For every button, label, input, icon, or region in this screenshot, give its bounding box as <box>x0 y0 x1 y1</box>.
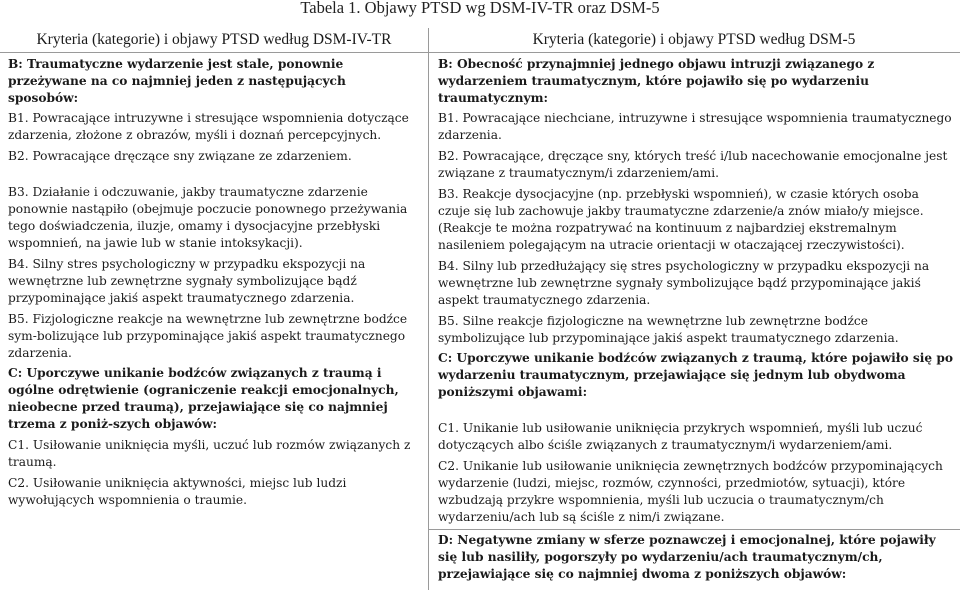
dsm-iv-column <box>8 28 418 509</box>
dsm-iv-b1: B1. Powracające intruzywne i stresujące wspomnienia dotyczące zdarzenia, złożone z obrazów, myśli i doznań percepcyjnych. <box>8 111 409 142</box>
dsm-5-criterion-b: B: Obecność przynajmniej jednego objawu intruzji związanego z wydarzeniem traumatycznym, które pojawiło się po wydarzeniu traumatycznym: <box>438 57 875 105</box>
dsm-5-b5: B5. Silne reakcje fizjologiczne na wewnętrzne lub zewnętrzne bodźce symbolizujące lub przypominające jakiś aspekt traumatycznego zdarzenia. <box>438 314 899 345</box>
dsm-iv-b5: B5. Fizjologiczne reakcje na wewnętrzne lub zewnętrzne bodźce sym-bolizujące lub przypominające jakiś aspekt traumatycznego zdarzenia. <box>8 312 408 360</box>
dsm-iv-c1: C1. Usiłowanie uniknięcia myśli, uczuć lub rozmów związanych z traumą. <box>8 438 411 469</box>
dsm-5-b2: B2. Powracające, dręczące sny, których treść i/lub nacechowanie emocjonalne jest związane z traumatycznym/i zdarzeniem/ami. <box>438 149 948 180</box>
dsm-5-criterion-c: C: Uporczywe unikanie bodźców związanych z traumą, które pojawiło się po wydarzeniu traumatycznym, przejawiające się jednym lub obydwoma poniższymi objawami: <box>438 351 953 399</box>
dsm-iv-header: Kryteria (kategorie) i objawy PTSD według DSM-IV-TR <box>0 28 428 53</box>
table-caption: Tabela 1. Objawy PTSD wg DSM-IV-TR oraz DSM-5 <box>300 0 660 17</box>
dsm-5-c2: C2. Unikanie lub usiłowanie uniknięcia zewnętrznych bodźców przypominających wydarzenie (ludzi, miejsc, rozmów, czynności, przedmiotów, sytuacji), które wzbudzają przykre wspomnienia, myśli lub uczucia o traumatycznym/ch wydarzeniu/ach lub są ściśle z nim/i związane. <box>438 459 943 524</box>
dsm-iv-b2: B2. Powracające dręczące sny związane ze zdarzeniem. <box>8 149 352 163</box>
dsm-5-b4: B4. Silny lub przedłużający się stres psychologiczny w przypadku ekspozycji na wewnętrzne lub zewnętrzne sygnały symbolizujące bądź przypominające jakiś aspekt traumatycznego zdarzenia. <box>438 259 930 307</box>
dsm-5-header: Kryteria (kategorie) i objawy PTSD według DSM-5 <box>428 28 960 53</box>
dsm-5-criterion-d: D: Negatywne zmiany w sferze poznawczej i emocjonalnej, które pojawiły się lub nasiliły, pogorszyły po wydarzeniu/ach traumatycznym/ch, przejawiające się co najmniej dwoma z poniższych objawów: <box>438 533 936 581</box>
dsm-iv-b4: B4. Silny stres psychologiczny w przypadku ekspozycji na wewnętrzne lub zewnętrzne sygnały symbolizujące bądź przypominające jakiś aspekt traumatycznego zdarzenia. <box>8 257 366 305</box>
dsm-5-c1: C1. Unikanie lub usiłowanie uniknięcia przykrych wspomnień, myśli lub uczuć dotyczących albo ściśle związanych z traumatycznym/i wydarzeniem/ami. <box>438 421 923 452</box>
row-separator <box>428 529 960 530</box>
dsm-iv-b3: B3. Działanie i odczuwanie, jakby traumatyczne zdarzenie ponownie nastąpiło (obejmuje poczucie ponownego przeżywania tego doświadczenia, iluzje, omamy i dysocjacyjne przebłyski wspomnień, na jawie lub w stanie intoksykacji). <box>8 185 408 250</box>
dsm-5-b1: B1. Powracające niechciane, intruzywne i stresujące wspomnienia traumatycznego zdarzenia. <box>438 111 952 142</box>
column-divider <box>428 28 429 590</box>
dsm-iv-c2: C2. Usiłowanie uniknięcia aktywności, miejsc lub ludzi wywołujących wspomnienia o traumie. <box>8 476 347 507</box>
dsm-iv-criterion-c: C: Uporczywe unikanie bodźców związanych z traumą i ogólne odrętwienie (ograniczenie reakcji emocjonalnych, nieobecne przed traumą), przejawiające się co najmniej trzema z poniż-szych objawów: <box>8 366 399 431</box>
dsm-5-b3: B3. Reakcje dysocjacyjne (np. przebłyski wspomnień), w czasie których osoba czuje się lub zachowuje jakby traumatyczne zdarzenie/a znów miało/y miejsce. (Reakcje te można rozpatrywać na kontinuum z najbardziej ekstremalnym nasileniem polegającym na utracie orientacji w otaczającej rzeczywistości). <box>438 187 924 252</box>
dsm-5-column <box>438 28 953 583</box>
dsm-iv-criterion-b: B: Traumatyczne wydarzenie jest stale, ponownie przeżywane na co najmniej jeden z następujących sposobów: <box>8 57 346 105</box>
